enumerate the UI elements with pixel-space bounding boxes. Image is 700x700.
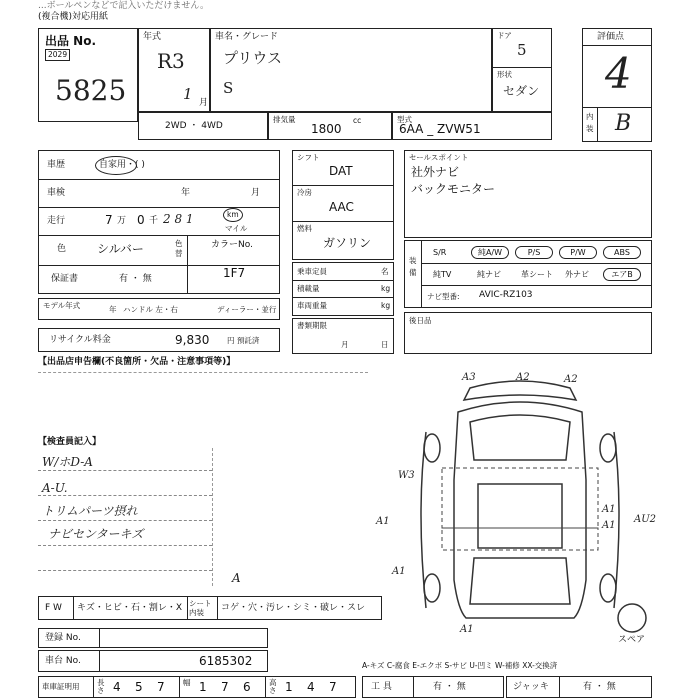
capacity-label: 乗車定員	[297, 267, 327, 276]
recycle-label: リサイクル料金	[49, 335, 111, 345]
inspection-year: 年	[181, 188, 191, 198]
wheel-rl-shape	[424, 574, 440, 602]
reg-row	[38, 628, 268, 648]
model-label: 車名・グレード	[215, 32, 279, 42]
dimension-digit: 7	[329, 680, 337, 694]
jack-value: 有 ・ 無	[583, 682, 616, 692]
form-type-note: (複合機)対応用紙	[38, 12, 109, 22]
chassis-label: 車台 No.	[45, 656, 81, 666]
warranty-value: 有 ・ 無	[119, 274, 152, 284]
load-label: 積載量	[297, 284, 320, 293]
body-type-value: セダン	[503, 84, 540, 98]
jack-label: ジャッキ	[513, 682, 549, 692]
navi-label: ナビ型番:	[427, 292, 460, 301]
chassis-value: 6185302	[199, 654, 253, 668]
capacity-unit: 名	[381, 267, 389, 276]
mark-front-center: A2	[516, 372, 530, 383]
sales-point-line1: 社外ナビ	[411, 165, 460, 179]
spec-box	[292, 150, 394, 260]
capacity-box	[292, 262, 394, 316]
car-damage-diagram	[370, 360, 670, 650]
history-circle	[95, 156, 137, 175]
color-value: シルバー	[97, 242, 144, 256]
mileage-unit-mile: マイル	[225, 224, 248, 233]
model-name: プリウス	[223, 49, 282, 67]
tools-label: 工 具	[371, 682, 392, 692]
drive-box	[138, 112, 268, 140]
score-label: 評価点	[597, 32, 625, 42]
inspector-line-4: ナビセンターキズ	[48, 527, 144, 541]
dimension-label: 高さ	[269, 678, 277, 695]
mileage-man-unit: 万	[117, 216, 127, 226]
row2-item: 純ナビ	[477, 270, 501, 279]
displacement-unit: cc	[353, 116, 362, 125]
load-unit: kg	[381, 284, 391, 293]
dimension-digit: 1	[199, 680, 207, 694]
damage-legend: A-キズ C-腐食 E-エクボ S-サビ U-凹ミ W-補修 XX-交換済	[362, 661, 558, 670]
fuel-label: 燃料	[297, 224, 312, 233]
docs-month: 月	[341, 340, 349, 349]
dimension-digit: 1	[285, 680, 293, 694]
weight-unit: kg	[381, 301, 391, 310]
left-info-table	[38, 150, 280, 294]
year-month: 1	[183, 85, 193, 103]
reg-label: 登録 No.	[45, 633, 81, 643]
chassis-row	[38, 650, 268, 672]
docs-box	[292, 318, 394, 354]
row1-item: 純A/W	[471, 246, 509, 259]
after-delivery-box	[404, 312, 652, 354]
shift-label: シフト	[297, 153, 320, 162]
ac-value: AAC	[329, 200, 354, 214]
mileage-sen: 0	[137, 213, 145, 227]
type-code-box	[392, 112, 552, 140]
shift-value: DAT	[329, 164, 353, 178]
mark-right-door: A1	[602, 504, 616, 515]
inspector-label: 【検査員記入】	[38, 437, 102, 447]
km-circle	[223, 208, 243, 222]
color-change-label: 色替	[175, 239, 183, 258]
lot-stamp: 2029	[45, 49, 70, 61]
inspector-line-2: A-U.	[42, 481, 68, 495]
wheel-fr-shape	[600, 434, 616, 462]
inspector-line-1: W/ホD-A	[42, 455, 93, 469]
displacement-label: 排気量	[273, 115, 296, 124]
inspection-label: 車検	[47, 188, 66, 198]
front-bumper-shape	[464, 381, 576, 400]
body-type-label: 形状	[497, 70, 512, 79]
sales-point-line2: バックモニター	[411, 182, 496, 196]
fw-items: キズ・ヒビ・石・割レ・X	[77, 603, 182, 613]
weight-label: 車両重量	[297, 301, 327, 310]
mileage-unit-km: km	[227, 210, 239, 219]
dealer-import: ディーラー・並行	[217, 305, 277, 314]
sales-point-box	[404, 150, 652, 238]
row2-item: 純TV	[433, 270, 452, 279]
docs-day: 日	[381, 340, 389, 349]
after-delivery-label: 後日品	[409, 316, 432, 325]
door-body-box	[492, 28, 552, 112]
spare-tire-shape	[618, 604, 646, 632]
seller-notes-label: 【出品店申告欄(不良箇所・欠品・注意事項等)】	[38, 357, 236, 367]
model-grade: S	[223, 79, 234, 97]
model-box	[210, 28, 492, 112]
dimension-digit: 4	[113, 680, 121, 694]
tools-row	[362, 676, 504, 698]
tools-value: 有 ・ 無	[433, 682, 466, 692]
dimensions-row	[38, 676, 356, 698]
displacement-value: 1800	[311, 122, 342, 136]
color-no-value: 1F7	[223, 266, 246, 280]
doors-value: 5	[517, 41, 527, 59]
row1-item: P/S	[515, 246, 553, 259]
type-code-value: 6AA _ ZVW51	[399, 122, 481, 136]
drive-options: 2WD ・ 4WD	[165, 121, 223, 131]
dimension-digit: 7	[221, 680, 229, 694]
history-value: 自家用・( )	[99, 160, 145, 170]
displacement-box	[268, 112, 392, 140]
row2-item: 革シート	[521, 270, 553, 279]
interior-label: 内装	[586, 112, 594, 133]
ac-label: 冷房	[297, 188, 312, 197]
hood-shape	[470, 415, 570, 460]
misc-row	[38, 298, 280, 320]
mileage-handwritten: 2 8 1	[163, 212, 194, 226]
interior-value: B	[615, 111, 632, 136]
row2-item: 外ナビ	[565, 270, 589, 279]
dimension-label: 幅	[183, 678, 191, 687]
type-code-label: 型式	[397, 115, 412, 124]
lot-label: 出品 No.	[45, 34, 97, 48]
wheel-rr-shape	[600, 574, 616, 602]
damage-hw-mark: A	[232, 571, 241, 585]
model-year-unit: 年	[109, 305, 117, 314]
equipment-label: 装備	[409, 256, 417, 277]
mileage-label: 走行	[47, 216, 66, 226]
roof-shape	[478, 484, 562, 548]
warranty-label: 保証書	[51, 274, 79, 284]
equipment-box	[404, 240, 652, 308]
model-year-label: モデル年式	[43, 301, 81, 310]
mark-front-left: A3	[462, 372, 476, 383]
mark-right-au2: AU2	[634, 514, 657, 525]
recycle-row	[38, 328, 280, 352]
dimension-digit: 7	[157, 680, 165, 694]
handle-side: ハンドル 左・右	[123, 305, 178, 314]
navi-value: AVIC-RZ103	[479, 290, 533, 300]
dimensions-label: 車庫証明用	[42, 682, 80, 691]
dimension-digit: 5	[135, 680, 143, 694]
inspection-month: 月	[251, 188, 261, 198]
fw-label: F W	[45, 603, 62, 613]
year-era: R3	[157, 49, 185, 73]
sales-point-label: セールスポイント	[409, 153, 469, 162]
row1-item: ABS	[603, 246, 641, 259]
year-month-unit: 月	[199, 98, 209, 108]
score-value: 4	[605, 49, 632, 98]
docs-label: 書類期限	[297, 321, 327, 330]
row2-item: エアB	[603, 268, 641, 281]
interior-damage-label: シート内装	[189, 599, 212, 617]
recycle-value: 9,830	[175, 333, 210, 347]
dimension-digit: 6	[243, 680, 251, 694]
mark-rear-left: A1	[460, 624, 474, 635]
history-label: 車歴	[47, 160, 66, 170]
top-faint-note: ...ボールペンなどで記入いただけません。	[38, 1, 209, 11]
year-label: 年式	[143, 32, 162, 42]
lot-box	[38, 28, 138, 122]
color-no-label: カラーNo.	[211, 240, 253, 250]
dimension-digit: 4	[307, 680, 315, 694]
row1-item: P/W	[559, 246, 597, 259]
mark-right-lower: A1	[602, 520, 616, 531]
dimension-label: 長さ	[97, 678, 105, 695]
year-box	[138, 28, 210, 112]
mark-front-right: A2	[564, 374, 578, 385]
body-outline-shape	[454, 402, 586, 618]
mark-left-door: A1	[376, 516, 390, 527]
interior-damage-items: コゲ・穴・汚レ・シミ・破レ・スレ	[221, 603, 366, 613]
inspector-line-3: トリムパーツ摂れ	[42, 504, 138, 518]
doors-label: ドア	[497, 31, 512, 40]
lot-number: 5825	[55, 74, 127, 107]
row1-item: S/R	[433, 248, 447, 257]
trunk-shape	[470, 558, 570, 604]
mark-left-w3: W3	[398, 470, 415, 481]
spare-label: スペア	[618, 635, 646, 645]
mileage-sen-unit: 千	[149, 216, 159, 226]
score-box	[582, 28, 652, 142]
mark-left-rear: A1	[392, 566, 406, 577]
mileage-man: 7	[105, 213, 113, 227]
color-label: 色	[57, 244, 67, 254]
damage-row	[38, 596, 382, 620]
recycle-unit: 円 預託済	[227, 336, 260, 345]
fuel-value: ガソリン	[323, 236, 372, 250]
jack-row	[506, 676, 652, 698]
wheel-fl-shape	[424, 434, 440, 462]
